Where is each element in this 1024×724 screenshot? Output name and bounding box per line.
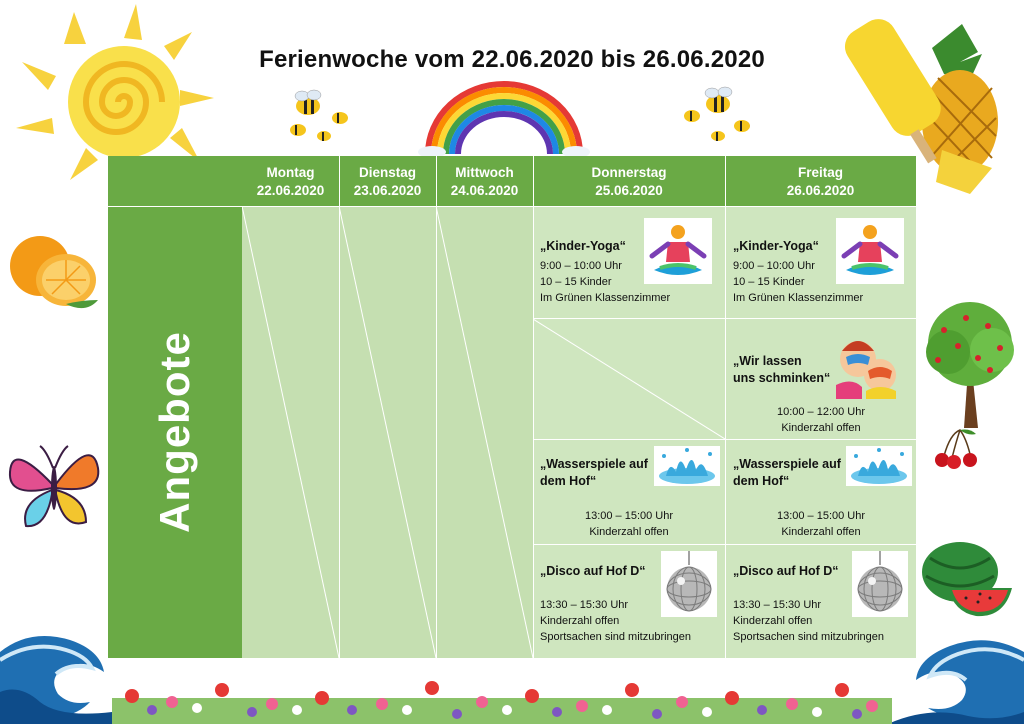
activity-disco-thursday (533, 545, 725, 658)
activity-count: Kinderzahl offen (781, 422, 861, 434)
column-divider (436, 156, 437, 658)
schedule-table (108, 156, 916, 658)
activity-yoga-thursday (533, 206, 725, 318)
activity-time: 10:00 – 12:00 Uhr (776, 406, 866, 418)
row-label: Angebote (151, 331, 198, 533)
day-date: 26.06.2020 (786, 183, 855, 198)
activity-count: Kinderzahl offen (733, 615, 813, 627)
day-name: Montag (266, 165, 315, 180)
rainbow-icon (418, 80, 590, 158)
day-header-wednesday (436, 156, 533, 206)
disco-ball-icon (661, 551, 717, 617)
orange-icon (6, 230, 102, 314)
water-splash-icon (654, 446, 720, 486)
activity-title: „Disco auf Hof D“ (733, 564, 839, 578)
row-divider (108, 206, 916, 207)
activity-count: Kinderzahl offen (540, 615, 620, 627)
butterfly-icon (2, 432, 106, 536)
day-header-monday (242, 156, 339, 206)
activity-title-line-1: „Wir lassen (733, 354, 802, 368)
activity-title-line-1: „Wasserspiele auf (733, 457, 841, 471)
day-date: 23.06.2020 (353, 183, 422, 198)
page-title: Ferienwoche vom 22.06.2020 bis 26.06.2020 (259, 46, 765, 73)
activity-water-friday (726, 440, 916, 544)
column-divider (725, 156, 726, 206)
empty-cell-tuesday (339, 206, 436, 658)
day-name: Mittwoch (455, 165, 514, 180)
activity-count: Kinderzahl offen (589, 526, 669, 538)
activity-title-line-2: dem Hof“ (733, 474, 790, 488)
day-name: Dienstag (358, 165, 416, 180)
day-name: Donnerstag (591, 165, 667, 180)
activity-water-thursday (533, 440, 725, 544)
watermelon-icon (918, 538, 1014, 618)
day-date: 24.06.2020 (450, 183, 519, 198)
activity-time: 13:30 – 15:30 Uhr (733, 599, 822, 611)
diagonal-line (436, 206, 533, 658)
tree-icon (918, 300, 1022, 430)
activity-title: „Kinder-Yoga“ (733, 239, 819, 253)
cherries-icon (930, 428, 980, 470)
activity-title-line-2: uns schminken“ (733, 371, 831, 385)
activity-time: 9:00 – 10:00 Uhr (540, 260, 622, 272)
day-header-thursday (533, 156, 725, 206)
wave-icon (0, 632, 112, 724)
column-divider (533, 156, 534, 658)
day-header-friday (725, 156, 916, 206)
empty-cell-wednesday (436, 206, 533, 658)
day-name: Freitag (797, 165, 843, 180)
activity-time: 13:30 – 15:30 Uhr (540, 599, 629, 611)
diagonal-line (242, 206, 339, 658)
activity-time: 9:00 – 10:00 Uhr (733, 260, 815, 272)
activity-title-line-2: dem Hof“ (540, 474, 597, 488)
activity-note: Sportsachen sind mitzubringen (733, 631, 885, 643)
day-header-tuesday (339, 156, 436, 206)
activity-makeup-friday (726, 319, 916, 439)
diagonal-line (533, 319, 725, 439)
activity-title-line-1: „Wasserspiele auf (540, 457, 648, 471)
activity-place: Im Grünen Klassenzimmer (733, 292, 864, 304)
activity-place: Im Grünen Klassenzimmer (540, 292, 671, 304)
bees-icon (678, 84, 758, 146)
activity-disco-friday (726, 545, 916, 658)
activity-count: 10 – 15 Kinder (540, 276, 612, 288)
empty-cell-thursday-makeup (533, 319, 725, 439)
bees-icon (280, 86, 360, 146)
yoga-icon (836, 218, 904, 284)
activity-count: 10 – 15 Kinder (733, 276, 805, 288)
day-date: 22.06.2020 (256, 183, 325, 198)
activity-yoga-friday (726, 206, 916, 318)
activity-time: 13:00 – 15:00 Uhr (776, 510, 866, 522)
disco-ball-icon (852, 551, 908, 617)
activity-title: „Kinder-Yoga“ (540, 239, 626, 253)
activity-title: „Disco auf Hof D“ (540, 564, 646, 578)
face-paint-icon (832, 329, 904, 399)
diagonal-line (339, 206, 436, 658)
row-label-cell (108, 206, 242, 658)
water-splash-icon (846, 446, 912, 486)
column-divider (339, 156, 340, 658)
yoga-icon (644, 218, 712, 284)
activity-time: 13:00 – 15:00 Uhr (584, 510, 674, 522)
header-corner (108, 156, 242, 206)
activity-count: Kinderzahl offen (781, 526, 861, 538)
activity-note: Sportsachen sind mitzubringen (540, 631, 692, 643)
flower-border-icon (112, 676, 892, 724)
day-date: 25.06.2020 (595, 183, 663, 198)
empty-cell-monday (242, 206, 339, 658)
